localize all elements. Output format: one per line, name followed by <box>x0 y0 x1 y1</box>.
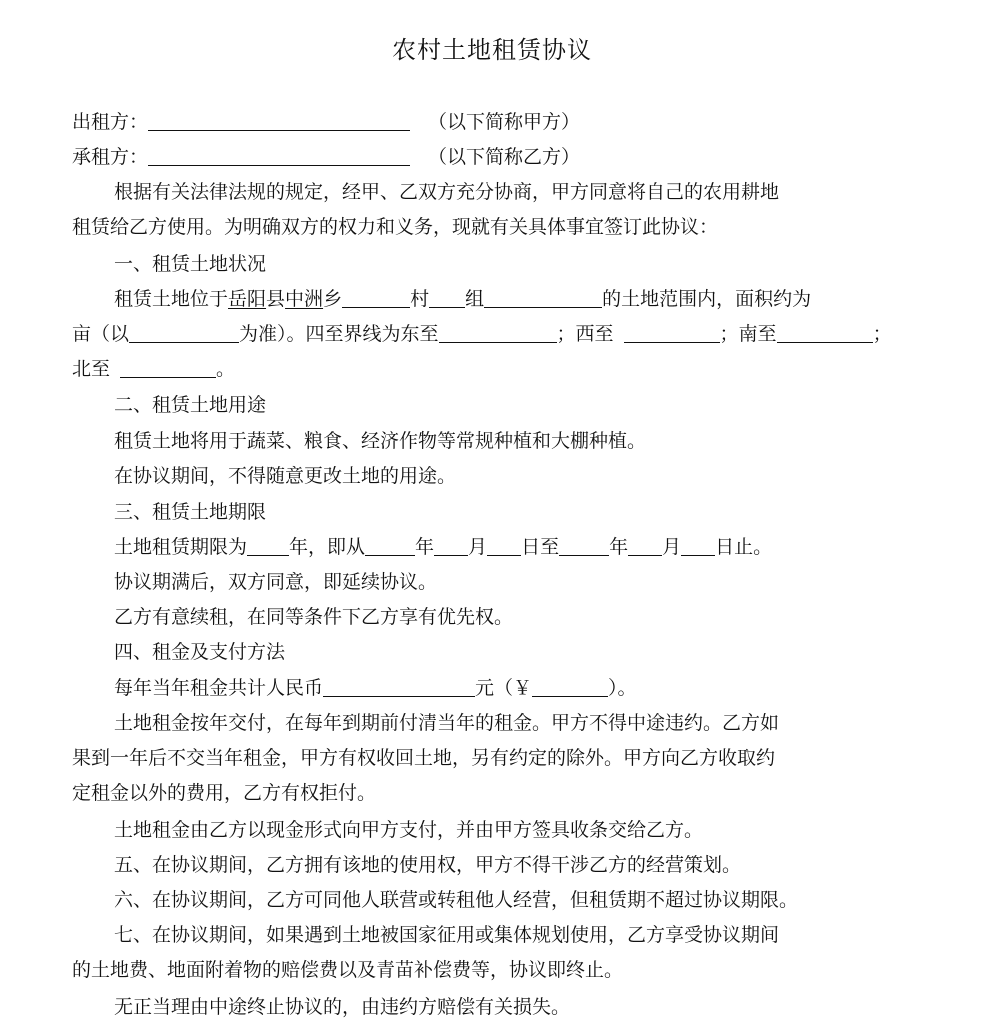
town-suffix: 乡 <box>323 288 343 310</box>
east-label: 为准）。四至界线为东至 <box>239 323 439 345</box>
village-blank[interactable] <box>342 287 410 308</box>
boundary-separator: ； <box>872 323 892 345</box>
section-1-heading: 一、租赁土地状况 <box>114 253 267 275</box>
land-use-line: 租赁土地将用于蔬菜、粮食、经济作物等常规种植和大棚种植。 <box>114 430 647 452</box>
section-7-line-2: 的土地费、地面附着物的赔偿费以及青苗补偿费等，协议即终止。 <box>72 959 624 981</box>
group-blank[interactable] <box>429 287 465 308</box>
lease-period-line <box>114 532 984 562</box>
section-4-heading: 四、租金及支付方法 <box>114 641 286 663</box>
lessee-abbr: （以下简称乙方） <box>428 146 581 168</box>
location-text: 租赁土地位于 <box>114 288 229 310</box>
rent-currency: 元（￥ <box>475 677 533 699</box>
county-value: 岳阳 <box>228 288 267 310</box>
end-day-label: 日止。 <box>715 536 773 558</box>
section-2-heading: 二、租赁土地用途 <box>114 394 267 416</box>
area-unit-text: 亩（以 <box>72 323 130 345</box>
start-year-label: 年 <box>415 536 435 558</box>
start-day-blank[interactable] <box>487 535 521 556</box>
use-restriction-line: 在协议期间，不得随意更改土地的用途。 <box>114 465 457 487</box>
rent-text: 每年当年租金共计人民币 <box>114 677 324 699</box>
section-6: 六、在协议期间，乙方可同他人联营或转租他人经营，但租赁期不超过协议期限。 <box>114 889 799 911</box>
land-location-line <box>114 284 984 314</box>
rent-end: ）。 <box>608 677 637 699</box>
rent-amount-line <box>114 673 984 703</box>
south-boundary-blank[interactable] <box>777 322 873 343</box>
payment-line-1: 土地租金按年交付，在每年到期前付清当年的租金。甲方不得中途违约。乙方如 <box>114 712 780 734</box>
breach-line: 无正当理由中途终止协议的，由违约方赔偿有关损失。 <box>114 996 571 1018</box>
area-text: 的土地范围内，面积约为 <box>602 288 812 310</box>
south-label: ；南至 <box>719 323 777 345</box>
renewal-line: 协议期满后，双方同意，即延续协议。 <box>114 571 438 593</box>
rent-words-blank[interactable] <box>323 676 475 697</box>
rent-number-blank[interactable] <box>532 676 608 697</box>
from-text: 年，即从 <box>289 536 366 558</box>
period-text: 土地租赁期限为 <box>114 536 248 558</box>
group-suffix: 组 <box>465 288 485 310</box>
section-3-heading: 三、租赁土地期限 <box>114 501 267 523</box>
north-boundary-line <box>72 354 952 384</box>
land-range-blank[interactable] <box>484 287 602 308</box>
boundary-line <box>72 319 952 349</box>
start-month-label: 月 <box>468 536 488 558</box>
lessor-abbr: （以下简称甲方） <box>428 111 581 133</box>
priority-line: 乙方有意续租，在同等条件下乙方享有优先权。 <box>114 606 514 628</box>
north-end: 。 <box>216 358 236 380</box>
end-month-label: 月 <box>662 536 682 558</box>
end-month-blank[interactable] <box>628 535 662 556</box>
start-year-blank[interactable] <box>365 535 415 556</box>
area-basis-blank[interactable] <box>129 322 239 343</box>
west-label: ；西至 <box>556 323 614 345</box>
lessee-name-blank[interactable] <box>148 145 410 166</box>
start-month-blank[interactable] <box>434 535 468 556</box>
east-boundary-blank[interactable] <box>439 322 557 343</box>
payment-line-3: 定租金以外的费用，乙方有权拒付。 <box>72 782 377 804</box>
section-7-line-1: 七、在协议期间，如果遇到土地被国家征用或集体规划使用，乙方享受协议期间 <box>114 924 780 946</box>
section-5: 五、在协议期间，乙方拥有该地的使用权，甲方不得干涉乙方的经营策划。 <box>114 854 742 876</box>
village-suffix: 村 <box>410 288 430 310</box>
payment-line-2: 果到一年后不交当年租金，甲方有权收回土地，另有约定的除外。甲方向乙方收取约 <box>72 747 776 769</box>
end-day-blank[interactable] <box>681 535 715 556</box>
north-label: 北至 <box>72 358 111 380</box>
end-year-label: 年 <box>609 536 629 558</box>
lessor-label: 出租方： <box>72 111 149 133</box>
years-blank[interactable] <box>247 535 289 556</box>
county-suffix: 县 <box>266 288 286 310</box>
intro-line-2: 租赁给乙方使用。为明确双方的权力和义务，现就有关具体事宜签订此协议： <box>72 216 719 238</box>
west-boundary-blank[interactable] <box>624 322 720 343</box>
north-boundary-blank[interactable] <box>120 357 216 378</box>
start-day-label: 日至 <box>521 536 560 558</box>
intro-line-1: 根据有关法律法规的规定，经甲、乙双方充分协商，甲方同意将自己的农用耕地 <box>114 181 780 203</box>
lessee-line <box>72 142 952 172</box>
town-value: 中洲 <box>285 288 324 310</box>
lessor-name-blank[interactable] <box>148 110 410 131</box>
document-title: 农村土地租赁协议 <box>392 36 592 64</box>
lessor-line <box>72 107 952 137</box>
payment-method-line: 土地租金由乙方以现金形式向甲方支付，并由甲方签具收条交给乙方。 <box>114 819 704 841</box>
lessee-label: 承租方： <box>72 146 149 168</box>
end-year-blank[interactable] <box>559 535 609 556</box>
